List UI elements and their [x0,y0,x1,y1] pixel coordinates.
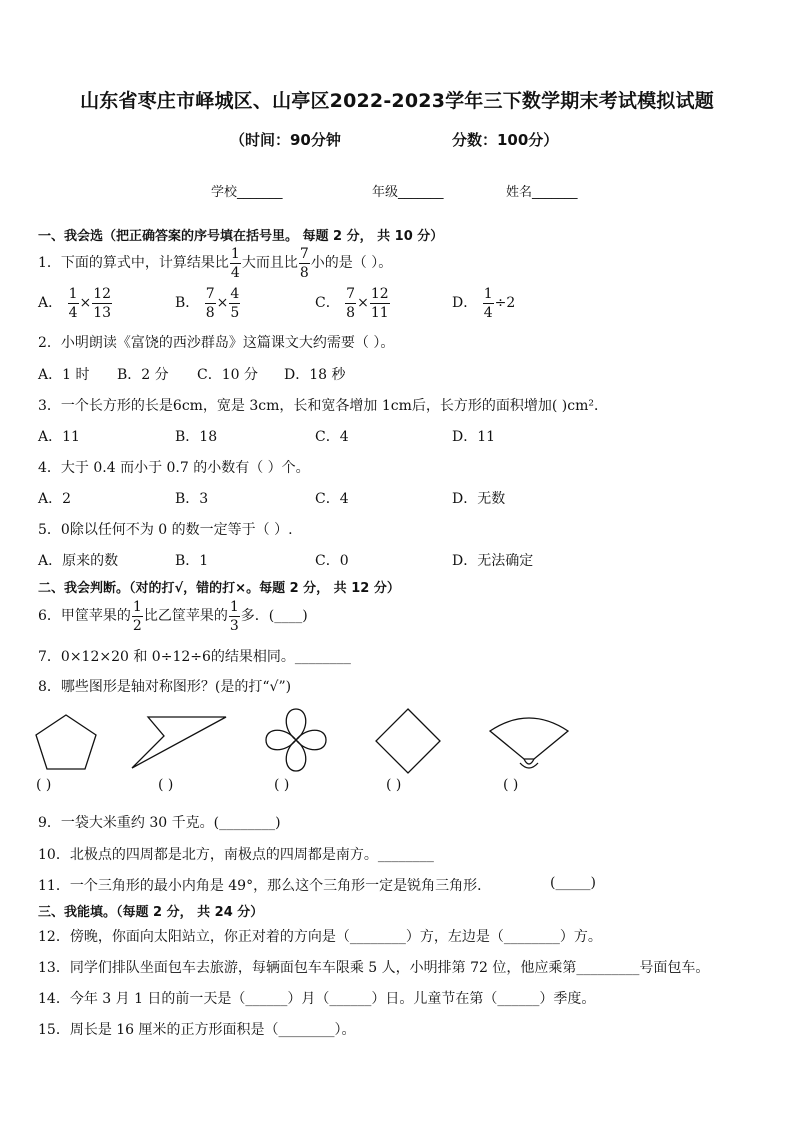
q4-option-a[interactable]: A．2 [38,491,72,507]
q4-option-c[interactable]: C．4 [315,491,349,507]
question-8: 8．哪些图形是轴对称图形？(是的打“√”) [38,679,292,695]
fraction-7-8: $\frac{7}{8}$ [299,245,309,281]
q1-option-a[interactable]: A． $\frac{1}{4}$ × $\frac{12}{13}$ [38,285,112,321]
q8-answer-4[interactable]: ( ) [386,777,402,793]
fan-icon [488,709,570,771]
exam-time: （时间：90分钟 [230,131,341,149]
four-leaf-flower-icon [264,707,328,773]
fraction-1-3: $\frac{1}{3}$ [229,598,239,634]
school-field[interactable]: 学校_______ [211,185,283,200]
q8-answer-5[interactable]: ( ) [503,777,519,793]
question-10: 10．北极点的四周都是北方，南极点的四周都是南方。________ [38,847,434,863]
question-9: 9．一袋大米重约 30 千克。(________) [38,815,281,831]
q8-answer-1[interactable]: ( ) [36,777,52,793]
q5-option-a[interactable]: A．原来的数 [38,553,119,569]
question-5: 5．0除以任何不为 0 的数一定等于（ ）. [38,522,293,538]
q5-option-b[interactable]: B．1 [175,553,209,569]
question-12: 12．傍晚，你面向太阳站立，你正对着的方向是（________）方，左边是（________）方。 [38,929,602,945]
section-1-heading: 一、我会选（把正确答案的序号填在括号里。 每题 2 分， 共 10 分） [38,229,444,244]
q2-option-d[interactable]: D．18 秒 [284,367,346,383]
question-7: 7．0×12×20 和 0÷12÷6的结果相同。________ [38,649,351,665]
q4-option-b[interactable]: B．3 [175,491,209,507]
q2-option-a[interactable]: A．1 时 [38,367,90,383]
pentagon-icon [34,713,98,771]
page-title: 山东省枣庄市峄城区、山亭区2022-2023学年三下数学期末考试模拟试题 [80,90,714,112]
question-11: 11．一个三角形的最小内角是 49°，那么这个三角形一定是锐角三角形． [38,878,492,894]
q3-option-a[interactable]: A．11 [38,429,80,445]
q1-option-c[interactable]: C． $\frac{7}{8}$ × $\frac{12}{11}$ [315,285,389,321]
question-2: 2．小明朗读《富饶的西沙群岛》这篇课文大约需要（ ）。 [38,335,395,351]
fraction-1-2: $\frac{1}{2}$ [132,598,142,634]
question-14: 14．今年 3 月 1 日的前一天是（______）月（______）日。儿童节在第（______）季度。 [38,991,596,1007]
q1-text-post: 小的是（ ）。 [310,255,393,271]
section-3-heading: 三、我能填。（每题 2 分， 共 24 分） [38,905,264,920]
q3-option-d[interactable]: D．11 [452,429,496,445]
q3-option-b[interactable]: B．18 [175,429,218,445]
question-1 [38,246,392,280]
diamond-icon [374,707,442,775]
q8-answer-3[interactable]: ( ) [274,777,290,793]
q1-text-mid: 大而且比 [241,255,298,271]
grade-field[interactable]: 年级_______ [372,185,444,200]
q2-option-c[interactable]: C．10 分 [197,367,258,383]
question-15: 15．周长是 16 厘米的正方形面积是（________）。 [38,1022,356,1038]
q4-option-d[interactable]: D．无数 [452,491,506,507]
q5-option-c[interactable]: C．0 [315,553,349,569]
q8-answer-2[interactable]: ( ) [158,777,174,793]
q1-option-b[interactable]: B． $\frac{7}{8}$ × $\frac{4}{5}$ [175,285,240,321]
section-2-heading: 二、我会判断。（对的打√，错的打×。每题 2 分， 共 12 分） [38,581,400,596]
q1-option-d[interactable]: D． $\frac{1}{4}$ ÷2 [452,285,516,321]
fraction-1-4: $\frac{1}{4}$ [230,245,240,281]
q2-option-b[interactable]: B．2 分 [117,367,169,383]
name-field[interactable]: 姓名_______ [506,185,578,200]
question-3: 3．一个长方形的长是6cm，宽是 3cm，长和宽各增加 1cm后，长方形的面积增加( )cm²． [38,398,608,414]
question-13: 13．同学们排队坐面包车去旅游，每辆面包车车限乘 5 人，小明排第 72 位，他应乘第_________号面包车。 [38,960,710,976]
question-6: 6．甲筐苹果的 $\frac{1}{2}$ 比乙筐苹果的 $\frac{1}{3}$ 多．(____) [38,598,308,634]
q5-option-d[interactable]: D．无法确定 [452,553,534,569]
question-4: 4．大于 0.4 而小于 0.7 的小数有（ ）个。 [38,460,310,476]
q1-text-pre: 1．下面的算式中，计算结果比 [38,255,229,271]
exam-score: 分数：100分） [452,131,559,149]
q3-option-c[interactable]: C．4 [315,429,349,445]
q11-answer-blank[interactable]: (_____) [550,875,596,891]
irregular-triangle-icon [128,714,228,770]
